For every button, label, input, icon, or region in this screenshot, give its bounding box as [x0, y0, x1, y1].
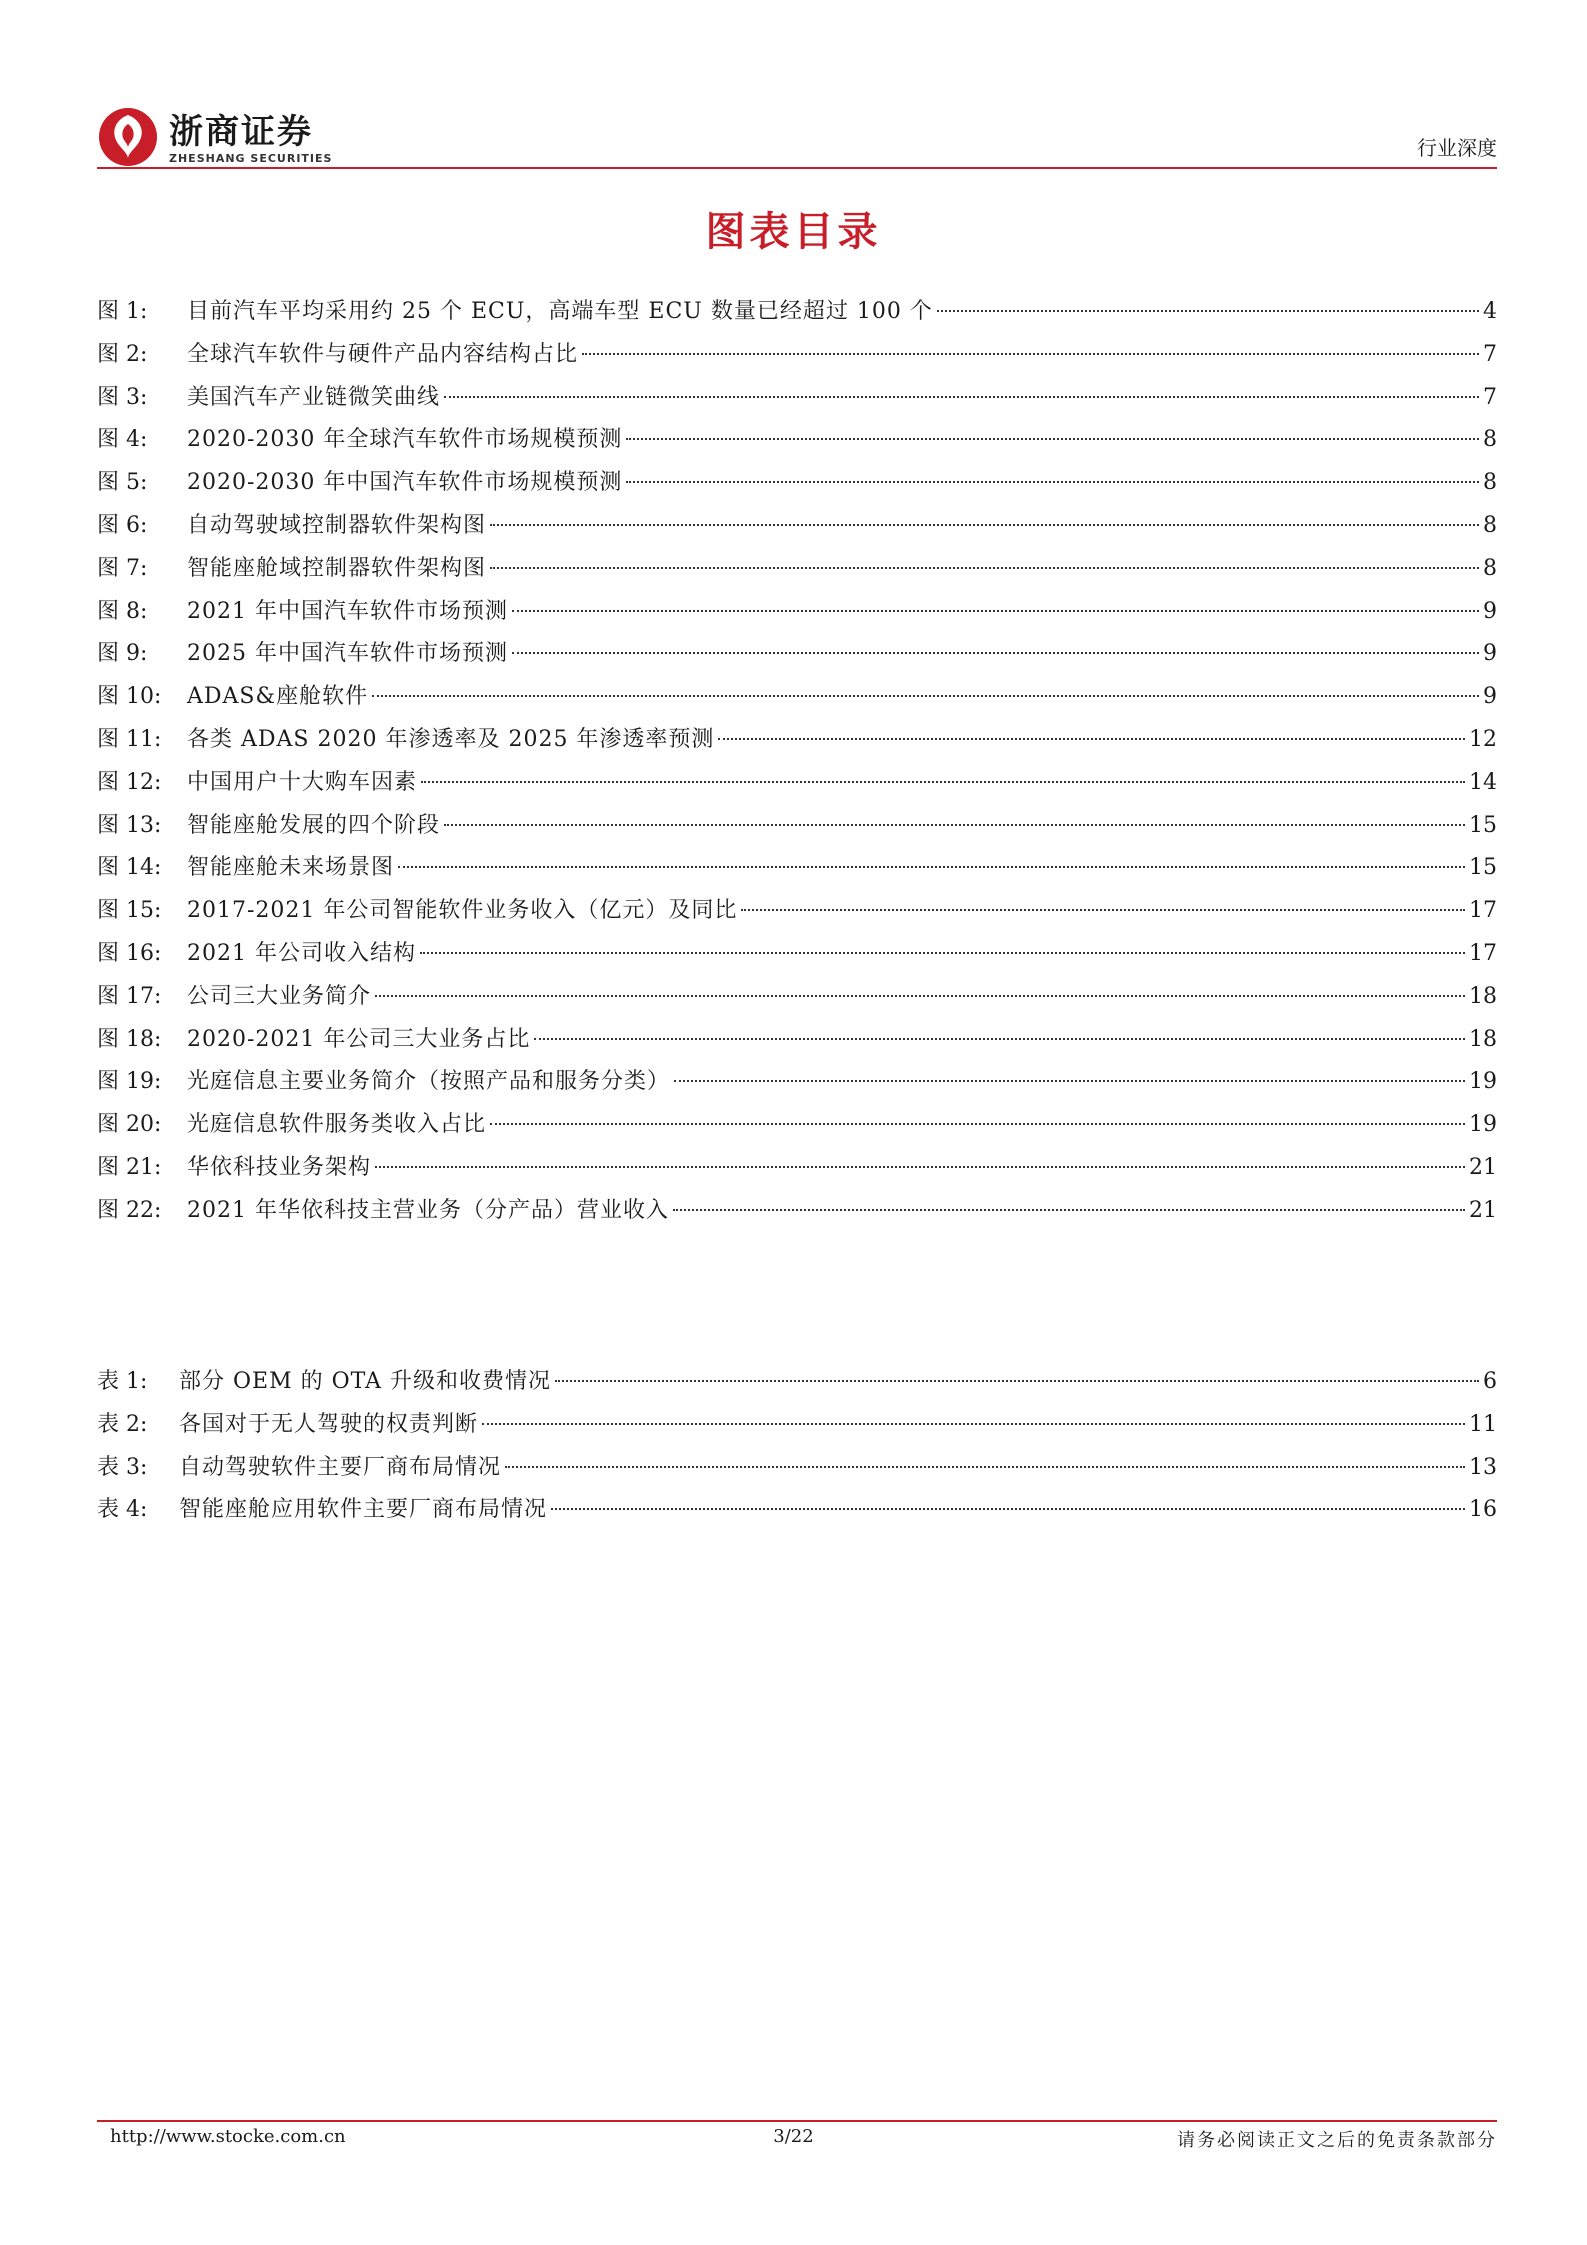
toc-entry[interactable]	[97, 508, 1497, 551]
toc-entry-page: 11	[1469, 1411, 1497, 1437]
report-category: 行业深度	[1417, 136, 1497, 160]
toc-entry-title: 光庭信息主要业务简介（按照产品和服务分类）	[187, 1069, 671, 1095]
toc-entry-label: 图 6:	[97, 512, 148, 538]
toc-entry-title: 2020-2030 年全球汽车软件市场规模预测	[187, 427, 623, 453]
toc-entry-title: 2021 年华依科技主营业务（分产品）营业收入	[187, 1197, 669, 1223]
toc-entry-label: 图 18:	[97, 1026, 162, 1052]
dot-leader	[741, 909, 1465, 911]
toc-entry[interactable]	[97, 1193, 1497, 1236]
dot-leader	[444, 824, 1465, 826]
toc-entry-label: 图 5:	[97, 470, 148, 496]
toc-entry-page: 21	[1469, 1154, 1497, 1180]
page-number: 3/22	[773, 2126, 814, 2147]
toc-entry-title: 各国对于无人驾驶的权责判断	[179, 1411, 479, 1437]
toc-entry-title: 目前汽车平均采用约 25 个 ECU，高端车型 ECU 数量已经超过 100 个	[187, 299, 933, 324]
toc-entry-page: 8	[1483, 512, 1497, 538]
dot-leader	[937, 310, 1479, 312]
toc-entry-title: ADAS&座舱软件	[187, 684, 369, 710]
dot-leader	[421, 781, 1465, 783]
toc-entry-label: 图 9:	[97, 641, 148, 667]
toc-entry-page: 15	[1469, 812, 1497, 838]
toc-entry-title: 公司三大业务简介	[187, 983, 372, 1009]
toc-entry[interactable]	[97, 1107, 1497, 1150]
toc-entry-title: 部分 OEM 的 OTA 升级和收费情况	[179, 1369, 551, 1394]
toc-entry[interactable]	[97, 893, 1497, 936]
toc-entry[interactable]	[97, 636, 1497, 679]
toc-entry-page: 21	[1469, 1197, 1497, 1223]
logo-name-cn: 浙商证券	[169, 112, 313, 152]
toc-entry-label: 图 13:	[97, 812, 162, 838]
toc-entry-page: 19	[1469, 1069, 1497, 1095]
dot-leader	[582, 353, 1479, 355]
toc-entry-label: 图 11:	[97, 726, 162, 752]
toc-entry-label: 图 21:	[97, 1154, 162, 1180]
logo-emblem-icon	[97, 106, 159, 168]
dot-leader	[626, 438, 1479, 440]
logo-name-en: ZHESHANG SECURITIES	[169, 152, 333, 165]
toc-entry-title: 全球汽车软件与硬件产品内容结构占比	[187, 341, 579, 367]
toc-entry-page: 9	[1483, 598, 1497, 624]
toc-entry[interactable]	[97, 1364, 1497, 1407]
toc-entry-title: 2021 年中国汽车软件市场预测	[187, 598, 508, 624]
toc-entry-page: 19	[1469, 1112, 1497, 1138]
toc-entry[interactable]	[97, 765, 1497, 808]
toc-entry[interactable]	[97, 1492, 1497, 1535]
toc-entry-page: 14	[1469, 769, 1497, 795]
toc-entry-page: 16	[1469, 1497, 1497, 1523]
toc-entry-page: 4	[1483, 299, 1497, 324]
toc-entry-page: 9	[1483, 684, 1497, 710]
toc-entry[interactable]	[97, 679, 1497, 722]
toc-entry[interactable]	[97, 422, 1497, 465]
toc-entry[interactable]	[97, 1150, 1497, 1193]
toc-entry-label: 图 10:	[97, 684, 162, 710]
toc-entry[interactable]	[97, 936, 1497, 979]
toc-entry-label: 表 3:	[97, 1454, 148, 1480]
toc-entry[interactable]	[97, 1450, 1497, 1493]
toc-entry[interactable]	[97, 294, 1497, 337]
dot-leader	[512, 652, 1479, 654]
toc-entry-page: 15	[1469, 855, 1497, 881]
toc-entry[interactable]	[97, 465, 1497, 508]
toc-entry-title: 2021 年公司收入结构	[187, 940, 416, 966]
toc-entry-label: 图 7:	[97, 555, 148, 581]
toc-entry-title: 2020-2021 年公司三大业务占比	[187, 1026, 531, 1052]
toc-entry-label: 图 2:	[97, 341, 148, 367]
toc-entry[interactable]	[97, 551, 1497, 594]
dot-leader	[375, 1166, 1465, 1168]
dot-leader	[512, 610, 1479, 612]
dot-leader	[375, 995, 1465, 997]
toc-entry-title: 华依科技业务架构	[187, 1154, 372, 1180]
toc-entry-label: 表 4:	[97, 1497, 148, 1523]
page-header	[97, 102, 1497, 172]
toc-entry-page: 17	[1469, 898, 1497, 924]
dot-leader	[505, 1466, 1465, 1468]
toc-entry-label: 图 3:	[97, 384, 148, 410]
toc-entry[interactable]	[97, 808, 1497, 851]
toc-entry-page: 13	[1469, 1454, 1497, 1480]
toc-entry-label: 图 22:	[97, 1197, 162, 1223]
dot-leader	[420, 952, 1465, 954]
figure-list	[97, 294, 1497, 1236]
footer-divider	[97, 2120, 1497, 2122]
toc-entry[interactable]	[97, 850, 1497, 893]
dot-leader	[482, 1423, 1465, 1425]
toc-entry-title: 2025 年中国汽车软件市场预测	[187, 641, 508, 667]
toc-entry-page: 8	[1483, 427, 1497, 453]
toc-entry-title: 各类 ADAS 2020 年渗透率及 2025 年渗透率预测	[187, 726, 715, 752]
dot-leader	[490, 524, 1479, 526]
toc-entry-label: 表 1:	[97, 1369, 148, 1394]
toc-entry-label: 图 12:	[97, 769, 162, 795]
dot-leader	[398, 866, 1465, 868]
toc-entry-label: 图 20:	[97, 1112, 162, 1138]
toc-entry-title: 智能座舱发展的四个阶段	[187, 812, 441, 838]
toc-entry-label: 图 4:	[97, 427, 148, 453]
dot-leader	[555, 1380, 1479, 1382]
dot-leader	[490, 1123, 1465, 1125]
footer-disclaimer: 请务必阅读正文之后的免责条款部分	[1177, 2130, 1497, 2151]
company-logo	[97, 102, 357, 172]
dot-leader	[551, 1508, 1465, 1510]
toc-entry-label: 图 17:	[97, 983, 162, 1009]
toc-entry-label: 图 16:	[97, 940, 162, 966]
dot-leader	[626, 481, 1479, 483]
toc-entry[interactable]	[97, 1022, 1497, 1065]
toc-entry-page: 7	[1483, 384, 1497, 410]
toc-entry[interactable]	[97, 594, 1497, 637]
dot-leader	[490, 567, 1479, 569]
toc-entry-page: 9	[1483, 641, 1497, 667]
toc-entry-page: 18	[1469, 983, 1497, 1009]
toc-entry-title: 自动驾驶域控制器软件架构图	[187, 512, 487, 538]
header-divider	[97, 167, 1497, 169]
dot-leader	[673, 1209, 1465, 1211]
toc-entry-page: 7	[1483, 341, 1497, 367]
table-list	[97, 1364, 1497, 1535]
toc-entry-label: 图 19:	[97, 1069, 162, 1095]
dot-leader	[534, 1038, 1465, 1040]
toc-entry[interactable]	[97, 1407, 1497, 1450]
toc-entry-title: 光庭信息软件服务类收入占比	[187, 1112, 487, 1138]
page-title: 图表目录	[705, 209, 882, 255]
toc-entry-page: 17	[1469, 940, 1497, 966]
toc-entry[interactable]	[97, 979, 1497, 1022]
footer-url[interactable]: http://www.stocke.com.cn	[110, 2126, 346, 2147]
toc-entry-page: 8	[1483, 555, 1497, 581]
toc-entry-label: 图 8:	[97, 598, 148, 624]
toc-entry-page: 6	[1483, 1369, 1497, 1394]
toc-entry-label: 图 14:	[97, 855, 162, 881]
toc-entry-label: 图 1:	[97, 299, 148, 324]
toc-entry[interactable]	[97, 380, 1497, 423]
toc-entry[interactable]	[97, 337, 1497, 380]
toc-entry-label: 图 15:	[97, 898, 162, 924]
toc-entry-page: 12	[1469, 726, 1497, 752]
dot-leader	[718, 738, 1465, 740]
toc-entry-title: 智能座舱未来场景图	[187, 855, 395, 881]
dot-leader	[674, 1080, 1465, 1082]
toc-entry-title: 美国汽车产业链微笑曲线	[187, 384, 441, 410]
dot-leader	[372, 695, 1479, 697]
toc-entry-page: 18	[1469, 1026, 1497, 1052]
dot-leader	[444, 396, 1479, 398]
toc-entry-title: 2017-2021 年公司智能软件业务收入（亿元）及同比	[187, 898, 738, 924]
toc-entry-title: 自动驾驶软件主要厂商布局情况	[179, 1454, 502, 1480]
toc-entry-title: 中国用户十大购车因素	[187, 769, 418, 795]
toc-entry-title: 智能座舱应用软件主要厂商布局情况	[179, 1497, 548, 1523]
toc-entry[interactable]	[97, 1064, 1497, 1107]
toc-entry[interactable]	[97, 722, 1497, 765]
toc-entry-title: 2020-2030 年中国汽车软件市场规模预测	[187, 470, 623, 496]
toc-entry-label: 表 2:	[97, 1411, 148, 1437]
toc-entry-page: 8	[1483, 470, 1497, 496]
toc-entry-title: 智能座舱域控制器软件架构图	[187, 555, 487, 581]
